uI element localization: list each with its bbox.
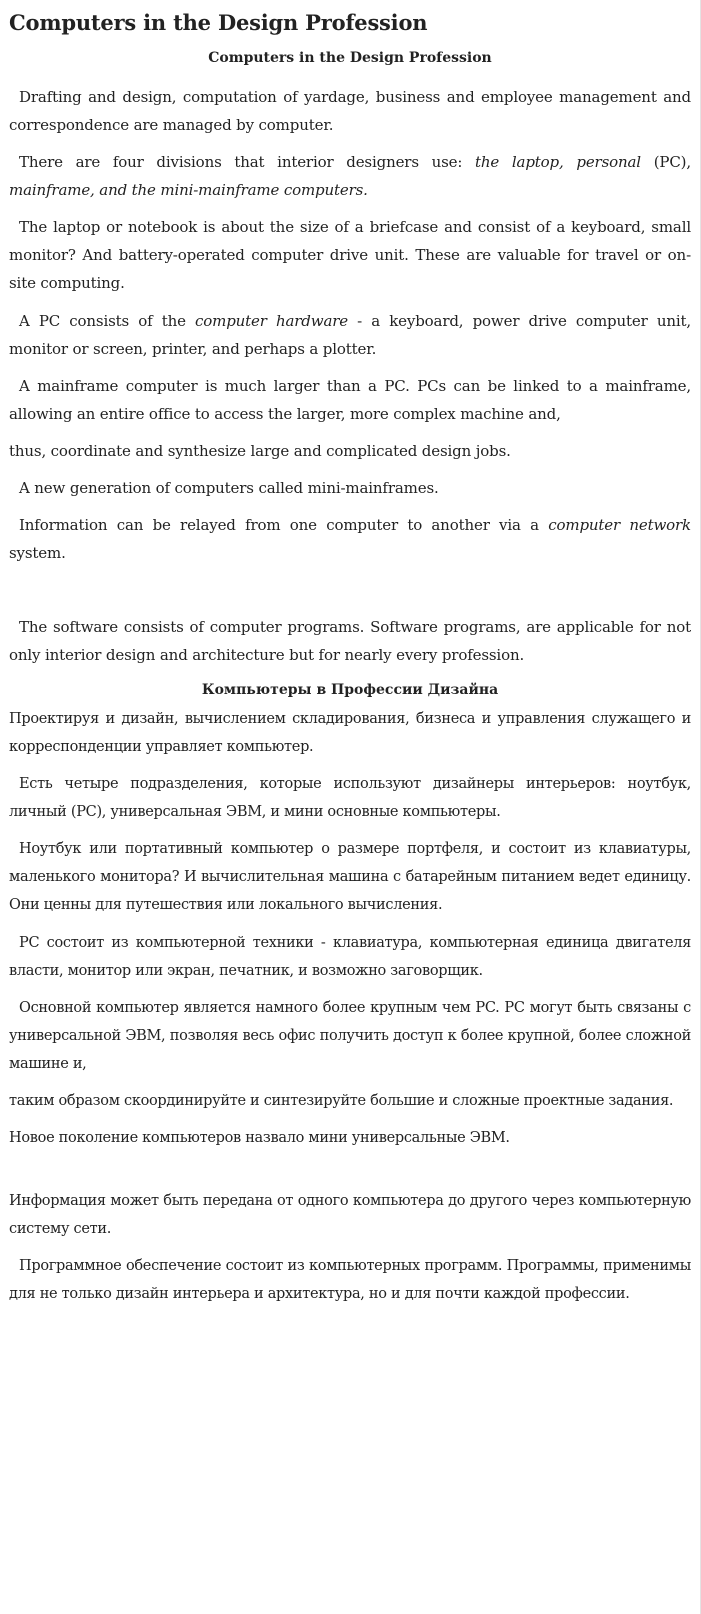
english-paragraph-2-italic: the laptop, personal bbox=[475, 153, 641, 171]
english-paragraph-8-text: Information can be relayed from one computer to another via a bbox=[19, 516, 549, 534]
russian-paragraph-1: Проектируя и дизайн, вычислением складирования, бизнеса и управления служащего и корреспонденции управляет компьютер. bbox=[9, 711, 691, 755]
english-paragraph-4-rest: - a keyboard, power drive computer unit, monitor or screen, printer, and perhaps a plotter. bbox=[9, 312, 691, 358]
russian-paragraph-5: Основной компьютер является намного более крупным чем PC. PC могут быть связаны с универсальной ЭВМ, позволяя весь офис получить доступ к более крупной, более сложной машине и, bbox=[9, 1000, 691, 1072]
russian-paragraph-6: таким образом скоординируйте и синтезируйте большие и сложные проектные задания. bbox=[9, 1093, 674, 1109]
english-paragraph-8-rest: system. bbox=[9, 544, 66, 562]
english-paragraph-6: thus, coordinate and synthesize large and complicated design jobs. bbox=[9, 442, 511, 460]
russian-paragraph-4: PC состоит из компьютерной техники - клавиатура, компьютерная единица двигателя власти, монитор или экран, печатник, и возможно заговорщик. bbox=[9, 935, 691, 979]
english-paragraph-2-text: There are four divisions that interior designers use: bbox=[19, 153, 476, 171]
english-paragraph-4-text: A PC consists of the bbox=[19, 312, 196, 330]
english-paragraph-8 bbox=[9, 511, 691, 567]
russian-paragraph-2: Есть четыре подразделения, которые используют дизайнеры интерьеров: ноутбук, личный (PC), универсальная ЭВМ, и мини основные компьютеры. bbox=[9, 776, 691, 820]
english-paragraph-8-italic: computer network bbox=[548, 516, 691, 534]
page-title: Computers in the Design Profession bbox=[9, 10, 428, 35]
english-paragraph-3: The laptop or notebook is about the size of a briefcase and consist of a keyboard, small monitor? And battery-operated computer drive unit. These are valuable for travel or on-site computing. bbox=[9, 218, 691, 292]
english-paragraph-4 bbox=[9, 307, 691, 363]
english-paragraph-2-italic-2: mainframe, and the mini-mainframe computers. bbox=[9, 181, 368, 199]
russian-paragraph-9: Программное обеспечение состоит из компьютерных программ. Программы, применимы для не только дизайн интерьера и архитектура, но и для почти каждой профессии. bbox=[9, 1258, 691, 1302]
english-paragraph-9: The software consists of computer programs. Software programs, are applicable for not only interior design and architecture but for nearly every profession. bbox=[9, 618, 691, 664]
english-heading: Computers in the Design Profession bbox=[208, 50, 492, 66]
russian-heading: Компьютеры в Профессии Дизайна bbox=[201, 682, 499, 698]
english-paragraph-4-italic: computer hardware bbox=[195, 312, 348, 330]
russian-paragraph-8: Информация может быть передана от одного компьютера до другого через компьютерную систему сети. bbox=[9, 1193, 691, 1237]
russian-paragraph-7: Новое поколение компьютеров назвало мини универсальные ЭВМ. bbox=[9, 1130, 510, 1146]
russian-paragraph-3: Ноутбук или портативный компьютер о размере портфеля, и состоит из клавиатуры, маленького монитора? И вычислительная машина с батарейным питанием ведет единицу. Они ценны для путешествия или локального вычисления. bbox=[9, 841, 691, 913]
english-paragraph-2 bbox=[9, 148, 691, 204]
english-paragraph-5: A mainframe computer is much larger than a PC. PCs can be linked to a mainframe, allowing an entire office to access the larger, more complex machine and, bbox=[9, 377, 691, 423]
english-paragraph-7: A new generation of computers called mini-mainframes. bbox=[19, 479, 439, 497]
english-paragraph-1: Drafting and design, computation of yardage, business and employee management and correspondence are managed by computer. bbox=[9, 88, 691, 134]
english-paragraph-2-pc: (PC), bbox=[640, 153, 691, 171]
